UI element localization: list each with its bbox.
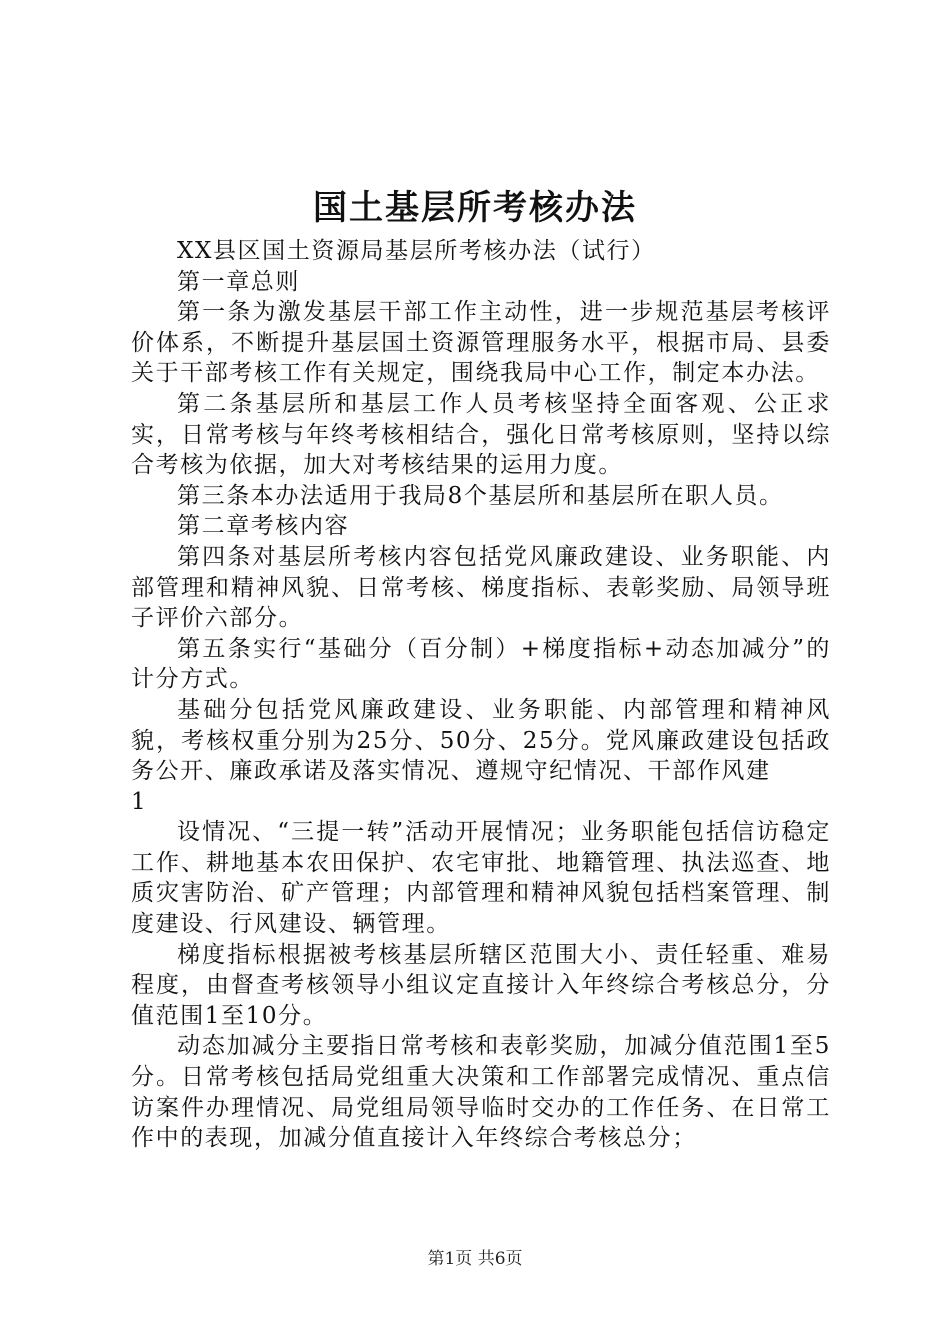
page-footer: 第1页 共6页 (427, 1249, 523, 1269)
paragraph: XX县区国土资源局基层所考核办法（试行） (177, 238, 656, 264)
chapter-heading: 第二章考核内容 (177, 513, 350, 540)
document-body (131, 236, 831, 1154)
inline-page-number: 1 (131, 788, 148, 815)
paragraph: 第四条对基层所考核内容包括党风廉政建设、业务职能、内部管理和精神风貌、日常考核、梯度指标、表彰奖励、局领导班子评价六部分。 (131, 543, 831, 632)
paragraph: 梯度指标根据被考核基层所辖区范围大小、责任轻重、难易程度，由督查考核领导小组议定直接计入年终综合考核总分，分值范围1至10分。 (131, 941, 831, 1029)
paragraph: 动态加减分主要指日常考核和表彰奖励，加减分值范围1至5分。日常考核包括局党组重大决策和工作部署完成情况、重点信访案件办理情况、局党组局领导临时交办的工作任务、在日常工作中的表现，加减分值直接计入年终综合考核总分； (131, 1033, 831, 1152)
paragraph: 基础分包括党风廉政建设、业务职能、内部管理和精神风貌，考核权重分别为25分、50分、25分。党风廉政建设包括政务公开、廉政承诺及落实情况、遵规守纪情况、干部作风建 (131, 696, 831, 785)
paragraph: 设情况、“三提一转”活动开展情况；业务职能包括信访稳定工作、耕地基本农田保护、农宅审批、地籍管理、执法巡查、地质灾害防治、矿产管理；内部管理和精神风貌包括档案管理、制度建设、行风建设、辆管理。 (131, 819, 831, 938)
paragraph: 第一条为激发基层干部工作主动性，进一步规范基层考核评价体系，不断提升基层国土资源管理服务水平，根据市局、县委关于干部考核工作有关规定，围绕我局中心工作，制定本办法。 (131, 299, 831, 387)
paragraph: 第二条基层所和基层工作人员考核坚持全面客观、公正求实，日常考核与年终考核相结合，强化日常考核原则，坚持以综合考核为依据，加大对考核结果的运用力度。 (131, 390, 831, 479)
paragraph: 第三条本办法适用于我局8个基层所和基层所在职人员。 (177, 482, 784, 509)
document-title: 国土基层所考核办法 (313, 188, 637, 228)
chapter-heading: 第一章总则 (177, 268, 300, 295)
paragraph: 第五条实行“基础分（百分制）+梯度指标+动态加减分”的计分方式。 (131, 635, 831, 693)
